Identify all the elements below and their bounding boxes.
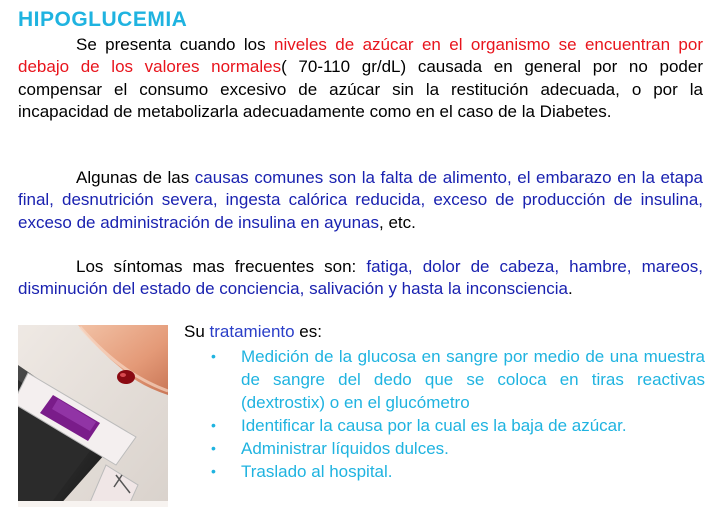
paragraph-causes-text-1: Algunas de las — [76, 168, 195, 187]
paragraph-causes — [18, 167, 703, 234]
page-title: HIPOGLUCEMIA — [18, 8, 188, 31]
treatment-word: tratamiento — [209, 322, 295, 341]
paragraph-definition-highlight: niveles de azúcar en el organismo se encuentran por debajo de los valores normales — [18, 35, 703, 77]
paragraph-definition-text-2: ( 70-110 gr/dL) causada en general por no poder compensar el consumo excesivo de azúcar sin la restitución adecuada, o por la incapacidad de metabolizarla adecuadamente como en el caso de la Diabetes. — [18, 57, 703, 121]
list-item-text: Traslado al hospital. — [241, 462, 393, 481]
bullet-icon: • — [211, 463, 216, 479]
treatment-list — [205, 345, 705, 483]
treatment-heading — [184, 321, 322, 343]
paragraph-symptoms-text-2: . — [568, 279, 573, 299]
list-item — [205, 437, 705, 460]
list-item — [205, 345, 705, 414]
treatment-prefix: Su — [184, 322, 210, 341]
list-item-text: Identificar la causa por la cual es la baja de azúcar. — [241, 416, 627, 435]
paragraph-symptoms-text-1: Los síntomas mas frecuentes son: — [76, 257, 367, 276]
glucose-test-photo — [18, 325, 168, 507]
paragraph-symptoms-highlight: fatiga, dolor de cabeza, hambre, mareos, disminución del estado de conciencia, salivación y hasta la inconsciencia — [18, 257, 704, 299]
paragraph-causes-text-2: , etc. — [379, 212, 416, 232]
list-item — [205, 414, 705, 437]
bullet-icon: • — [211, 348, 216, 364]
list-item-text: Medición de la glucosa en sangre por medio de una muestra de sangre del dedo que se coloca en tiras reactivas (dextrostix) o en el glucómetro — [241, 347, 705, 412]
paragraph-causes-highlight: causas comunes son la falta de alimento, el embarazo en la etapa final, desnutrición severa, ingesta calórica reducida, exceso de producción de insulina, exceso de administración de insulina en ayunas — [18, 168, 704, 232]
bullet-icon: • — [211, 417, 216, 433]
list-item — [205, 460, 705, 483]
paragraph-symptoms — [18, 256, 703, 301]
list-item-text: Administrar líquidos dulces. — [241, 439, 449, 458]
paragraph-definition-text-1: Se presenta cuando los — [76, 35, 274, 54]
treatment-suffix: es: — [294, 322, 322, 341]
bullet-icon: • — [211, 440, 216, 456]
paragraph-definition — [18, 34, 703, 123]
